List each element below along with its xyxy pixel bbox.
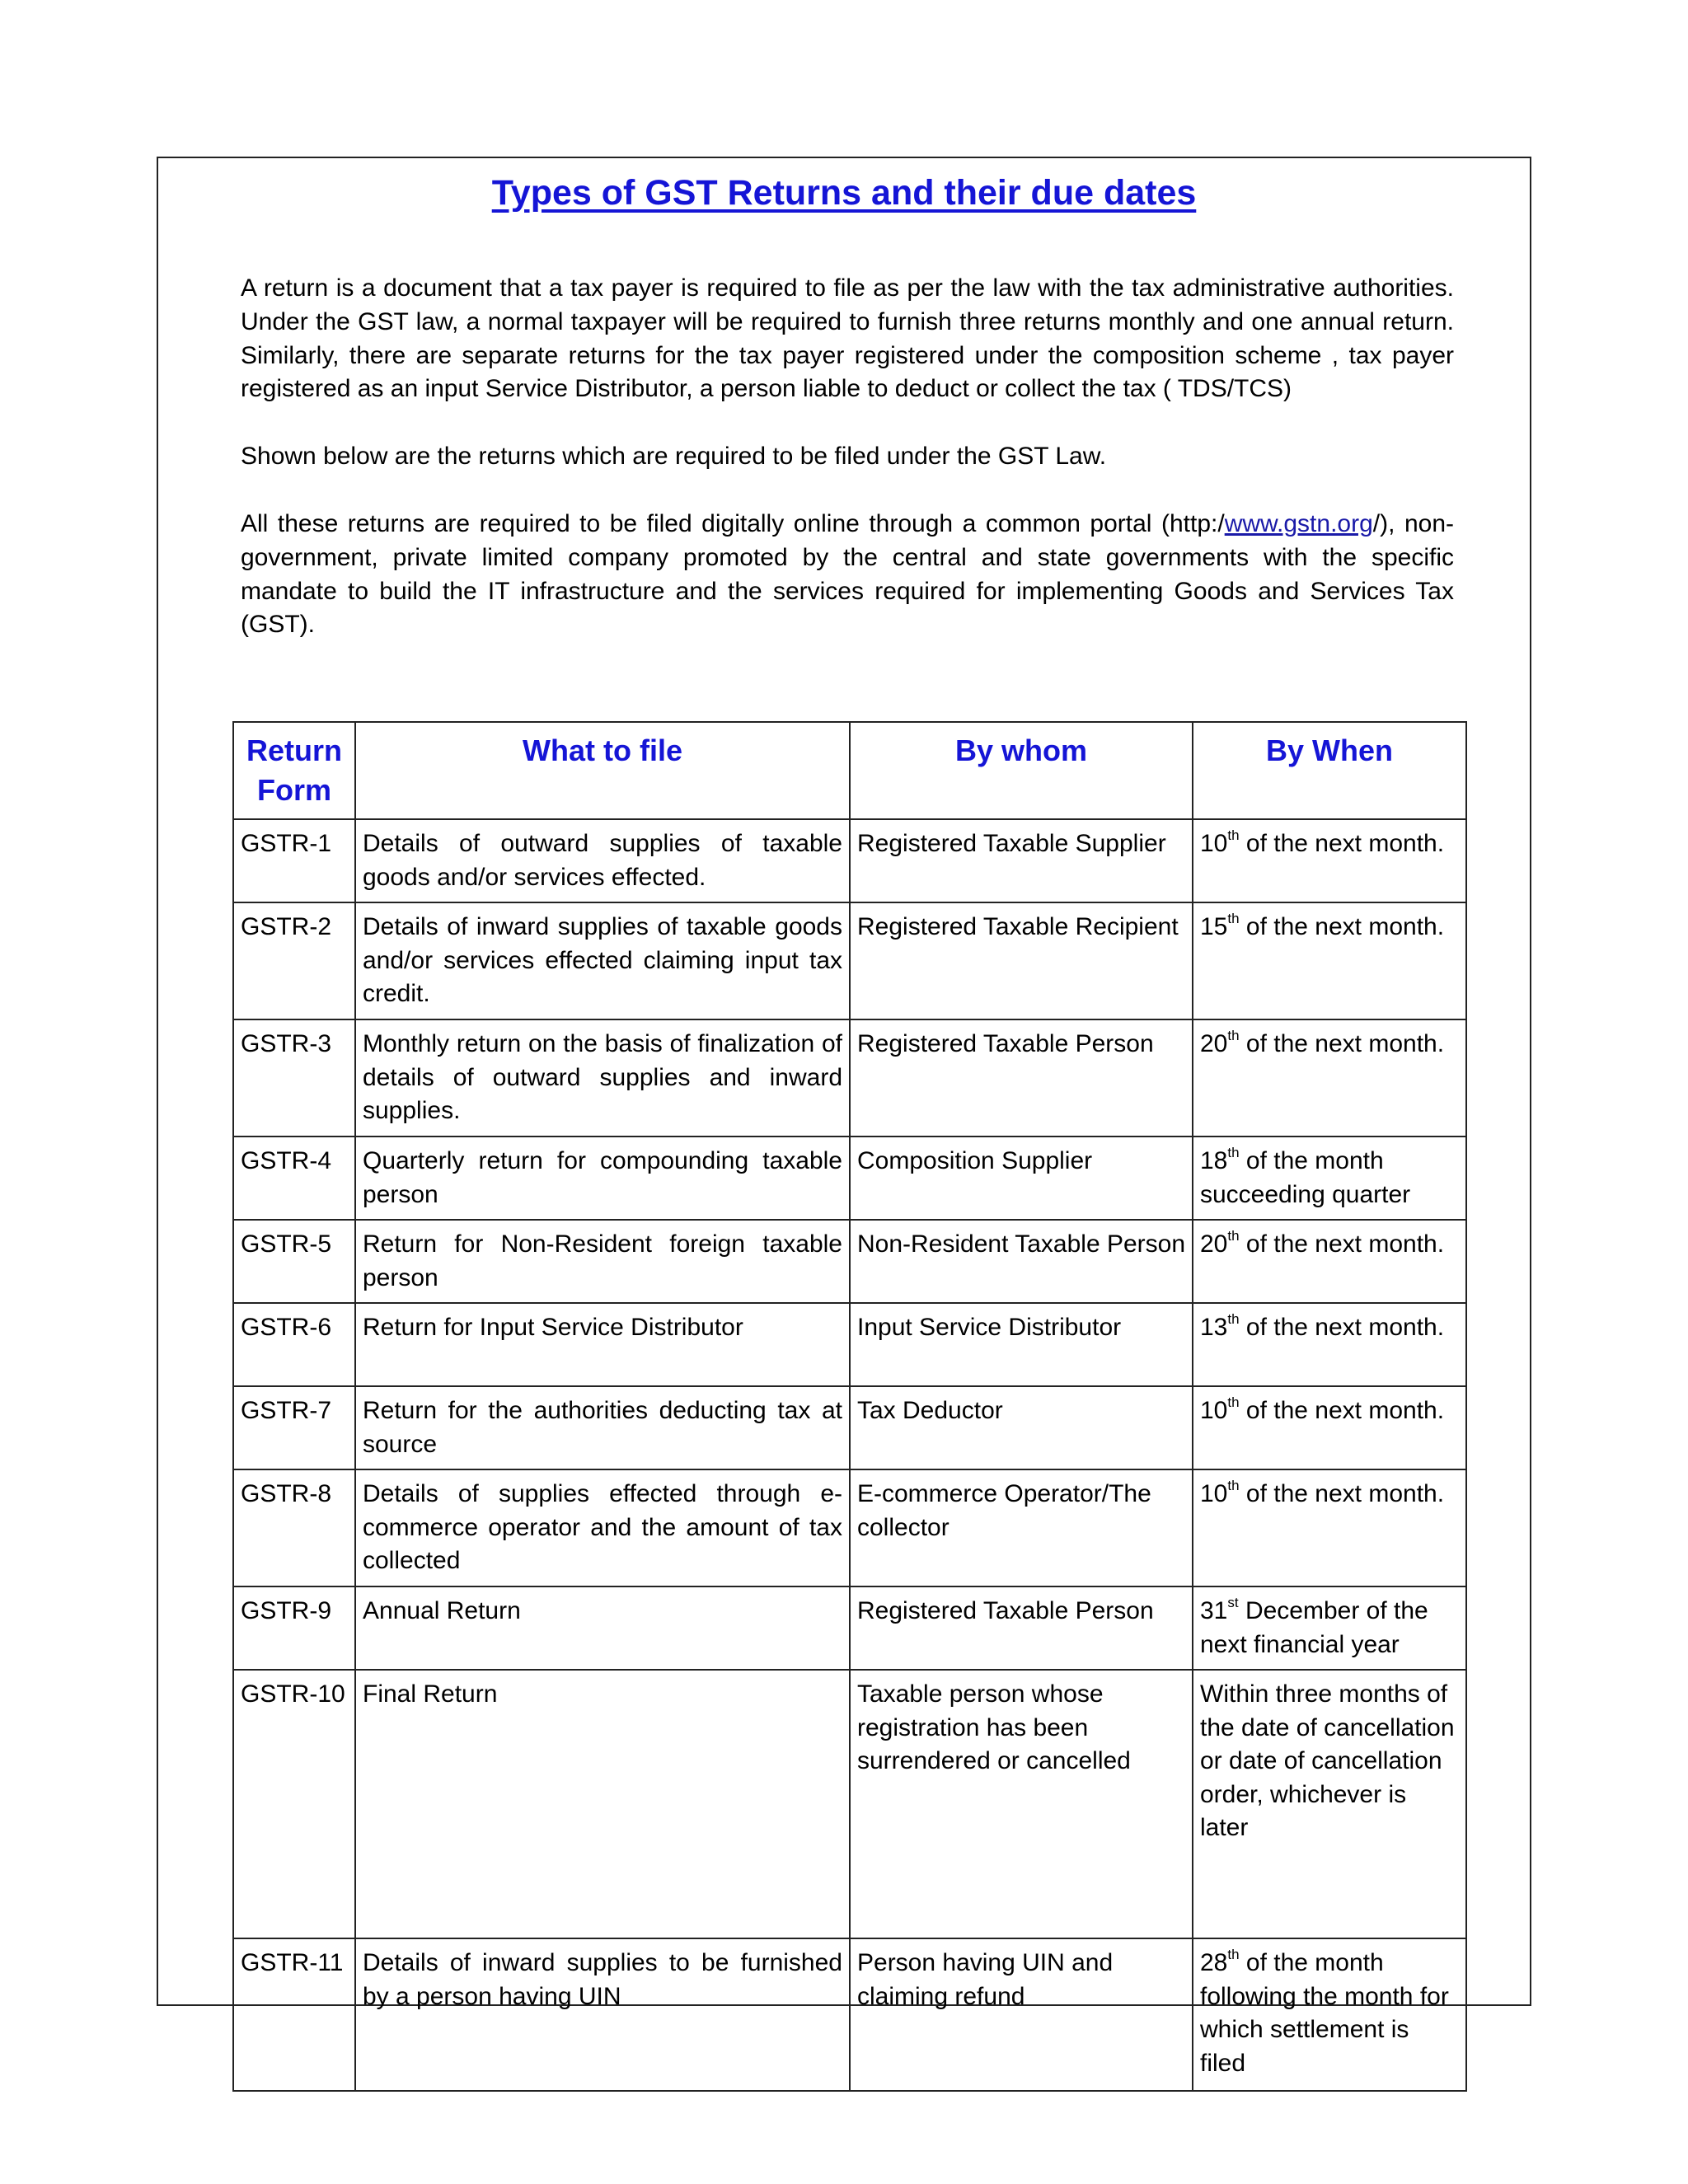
- return-form-code: GSTR-1: [241, 830, 332, 857]
- by-whom-text: Tax Deductor: [857, 1397, 1003, 1424]
- due-date-text: of the month succeeding quarter: [1200, 1147, 1411, 1208]
- by-when-cell: [1193, 1303, 1466, 1386]
- table-row: [233, 1137, 1466, 1220]
- return-form-cell: [233, 1019, 355, 1137]
- due-date-text: of the next month.: [1239, 1480, 1445, 1507]
- by-whom-text: Person having UIN and claiming refund: [857, 1949, 1114, 2010]
- return-form-cell: [233, 902, 355, 1019]
- page-title: Types of GST Returns and their due dates: [491, 173, 1197, 213]
- table-row: [233, 1303, 1466, 1386]
- return-form-code: GSTR-11: [241, 1949, 344, 1976]
- return-form-cell: [233, 1670, 355, 1938]
- table-row: [233, 1586, 1466, 1670]
- table-row: [233, 1938, 1466, 2091]
- due-day-number: 31: [1200, 1597, 1228, 1624]
- header-by-whom-label: By whom: [954, 733, 1087, 767]
- due-day-suffix: st: [1227, 1595, 1239, 1610]
- table-row: [233, 1469, 1466, 1586]
- due-day-suffix: th: [1227, 827, 1240, 843]
- due-day-suffix: th: [1227, 1947, 1240, 1962]
- table-row: [233, 1220, 1466, 1303]
- gst-returns-table: [232, 721, 1467, 2092]
- intro-paragraph-1: A return is a document that a tax payer is required to file as per the law with the tax administrative authorities. Under the GST law, a normal taxpayer will be required to furnish three returns monthly and one annual return. Similarly, there are separate returns for the tax payer registered under the composition scheme , tax payer registered as an input Service Distributor, a person liable to deduct or collect the tax ( TDS/TCS): [241, 274, 1454, 403]
- what-to-file-text: Return for Input Service Distributor: [363, 1314, 743, 1341]
- header-return-form-label: Return Form: [246, 733, 342, 807]
- by-whom-cell: [850, 1386, 1193, 1469]
- by-when-cell: [1193, 1220, 1466, 1303]
- return-form-code: GSTR-5: [241, 1230, 332, 1258]
- header-by-whom: [850, 722, 1193, 819]
- by-whom-text: Non-Resident Taxable Person: [857, 1230, 1186, 1258]
- due-day-suffix: th: [1227, 1145, 1240, 1160]
- what-to-file-text: Details of inward supplies to be furnished by a person having UIN: [363, 1949, 842, 2010]
- by-when-cell: [1193, 1586, 1466, 1670]
- by-when-cell: [1193, 1386, 1466, 1469]
- header-by-when: [1193, 722, 1466, 819]
- by-when-cell: [1193, 1137, 1466, 1220]
- what-to-file-cell: [355, 1303, 850, 1386]
- return-form-code: GSTR-4: [241, 1147, 332, 1174]
- due-day-suffix: th: [1227, 1478, 1240, 1493]
- what-to-file-cell: [355, 1019, 850, 1137]
- intro-paragraph-3: [241, 508, 1454, 642]
- by-whom-cell: [850, 819, 1193, 902]
- what-to-file-text: Monthly return on the basis of finalization of details of outward supplies and inward supplies.: [363, 1030, 842, 1125]
- due-date-text: of the next month.: [1239, 913, 1445, 940]
- by-whom-text: Registered Taxable Recipient: [857, 913, 1179, 940]
- return-form-code: GSTR-9: [241, 1597, 332, 1624]
- by-whom-cell: [850, 1670, 1193, 1938]
- return-form-code: GSTR-2: [241, 913, 332, 940]
- due-day-number: 10: [1200, 1480, 1228, 1507]
- return-form-code: GSTR-3: [241, 1030, 332, 1057]
- header-what-to-file: [355, 722, 850, 819]
- header-return-form: [233, 722, 355, 819]
- due-day-number: 20: [1200, 1230, 1228, 1258]
- return-form-cell: [233, 1137, 355, 1220]
- due-date-text: of the next month.: [1239, 1314, 1445, 1341]
- return-form-cell: [233, 1220, 355, 1303]
- by-whom-text: Taxable person whose registration has been surrendered or cancelled: [857, 1680, 1131, 1775]
- due-date-text: of the month following the month for which settlement is filed: [1200, 1949, 1449, 2077]
- by-whom-cell: [850, 1938, 1193, 2091]
- by-whom-text: Registered Taxable Supplier: [857, 830, 1166, 857]
- what-to-file-cell: [355, 1386, 850, 1469]
- what-to-file-text: Quarterly return for compounding taxable person: [363, 1147, 842, 1208]
- what-to-file-text: Details of supplies effected through e-commerce operator and the amount of tax collected: [363, 1480, 842, 1575]
- due-day-suffix: th: [1227, 1228, 1240, 1244]
- due-day-number: 18: [1200, 1147, 1228, 1174]
- what-to-file-cell: [355, 1670, 850, 1938]
- what-to-file-cell: [355, 1469, 850, 1586]
- what-to-file-cell: [355, 819, 850, 902]
- what-to-file-cell: [355, 1586, 850, 1670]
- return-form-cell: [233, 1469, 355, 1586]
- due-day-suffix: th: [1227, 1311, 1240, 1327]
- due-date-text: of the next month.: [1239, 1030, 1445, 1057]
- by-whom-cell: [850, 1137, 1193, 1220]
- by-whom-cell: [850, 1303, 1193, 1386]
- due-date-text: of the next month.: [1239, 1230, 1445, 1258]
- by-whom-text: Registered Taxable Person: [857, 1597, 1154, 1624]
- return-form-code: GSTR-10: [241, 1680, 345, 1708]
- by-whom-cell: [850, 902, 1193, 1019]
- by-whom-cell: [850, 1220, 1193, 1303]
- by-whom-cell: [850, 1586, 1193, 1670]
- due-day-number: 13: [1200, 1314, 1228, 1341]
- due-date-text: of the next month.: [1239, 830, 1445, 857]
- due-day-number: 10: [1200, 830, 1228, 857]
- by-whom-text: Registered Taxable Person: [857, 1030, 1154, 1057]
- table-row: [233, 1386, 1466, 1469]
- return-form-cell: [233, 1586, 355, 1670]
- what-to-file-text: Annual Return: [363, 1597, 521, 1624]
- return-form-cell: [233, 1938, 355, 2091]
- what-to-file-text: Details of inward supplies of taxable goods and/or services effected claiming input tax credit.: [363, 913, 842, 1008]
- due-day-suffix: th: [1227, 1028, 1240, 1043]
- intro-text: [241, 272, 1454, 676]
- due-day-number: 28: [1200, 1949, 1228, 1976]
- paragraph-3-text-after: /), non-government, private limited company promoted by the central and state governments with the specific mandate to build the IT infrastructure and the services required for implementing Goods and Services Tax (GST).: [241, 509, 1454, 639]
- table-row: [233, 819, 1466, 902]
- return-form-code: GSTR-8: [241, 1480, 332, 1507]
- what-to-file-text: Return for the authorities deducting tax at source: [363, 1397, 842, 1458]
- header-what-to-file-label: What to file: [523, 733, 682, 767]
- what-to-file-text: Final Return: [363, 1680, 498, 1708]
- return-form-code: GSTR-7: [241, 1397, 332, 1424]
- return-form-cell: [233, 1303, 355, 1386]
- due-date-text: of the next month.: [1239, 1397, 1445, 1424]
- due-day-number: 15: [1200, 913, 1228, 940]
- by-when-cell: [1193, 1938, 1466, 2091]
- due-day-number: 10: [1200, 1397, 1228, 1424]
- gstn-link[interactable]: www.gstn.org: [1224, 509, 1373, 537]
- what-to-file-text: Return for Non-Resident foreign taxable person: [363, 1230, 842, 1291]
- return-form-cell: [233, 819, 355, 902]
- due-date-text: Within three months of the date of cancellation or date of cancellation order, whichever is later: [1200, 1680, 1455, 1842]
- due-day-suffix: th: [1227, 1394, 1240, 1410]
- table-row: [233, 1019, 1466, 1137]
- by-when-cell: [1193, 1670, 1466, 1938]
- by-whom-text: Composition Supplier: [857, 1147, 1093, 1174]
- what-to-file-cell: [355, 1938, 850, 2091]
- paragraph-3-text-before: All these returns are required to be filed digitally online through a common portal (http:/: [241, 509, 1225, 537]
- intro-paragraph-2: Shown below are the returns which are required to be filed under the GST Law.: [241, 443, 1107, 471]
- table-row: [233, 1670, 1466, 1938]
- table-body: [233, 819, 1466, 2091]
- by-when-cell: [1193, 1019, 1466, 1137]
- due-day-number: 20: [1200, 1030, 1228, 1057]
- what-to-file-cell: [355, 902, 850, 1019]
- by-whom-cell: [850, 1019, 1193, 1137]
- page-frame: [157, 157, 1531, 2077]
- by-whom-text: Input Service Distributor: [857, 1314, 1122, 1341]
- by-whom-cell: [850, 1469, 1193, 1586]
- what-to-file-text: Details of outward supplies of taxable goods and/or services effected.: [363, 830, 842, 891]
- return-form-code: GSTR-6: [241, 1314, 332, 1341]
- what-to-file-cell: [355, 1137, 850, 1220]
- header-by-when-label: By When: [1265, 733, 1393, 767]
- by-when-cell: [1193, 819, 1466, 902]
- due-date-text: December of the next financial year: [1200, 1597, 1428, 1658]
- table-header-row: [233, 722, 1466, 819]
- return-form-cell: [233, 1386, 355, 1469]
- due-day-suffix: th: [1227, 911, 1240, 926]
- by-when-cell: [1193, 1469, 1466, 1586]
- what-to-file-cell: [355, 1220, 850, 1303]
- table-row: [233, 902, 1466, 1019]
- by-whom-text: E-commerce Operator/The collector: [857, 1480, 1151, 1541]
- by-when-cell: [1193, 902, 1466, 1019]
